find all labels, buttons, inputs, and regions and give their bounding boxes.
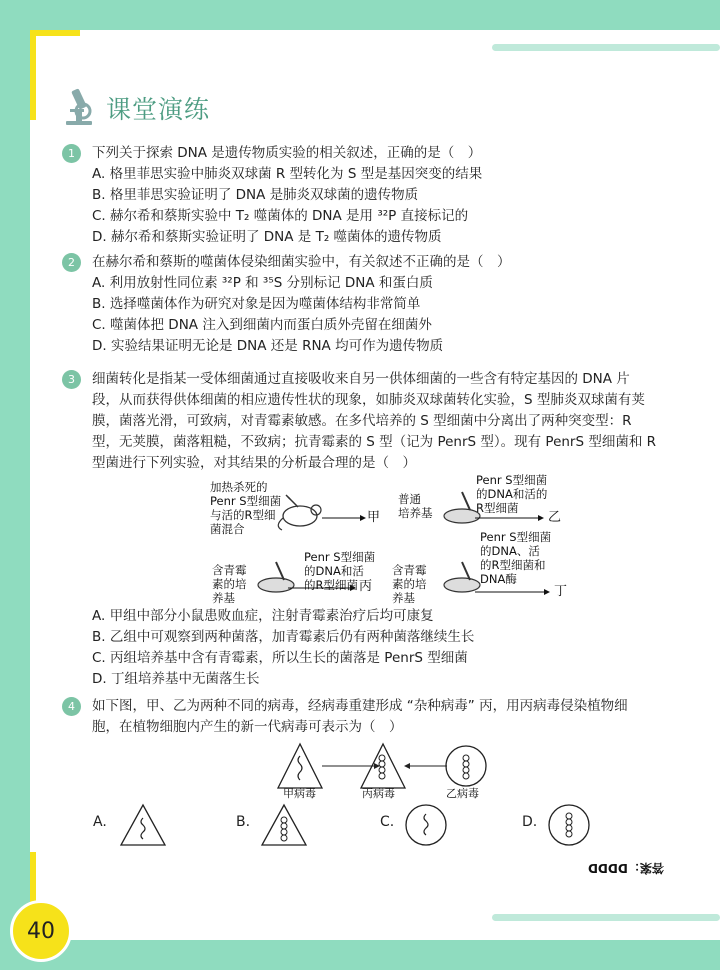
stem-line: 型，无荚膜，菌落粗糙，不致病；抗青霉素的 S 型（记为 PenrS 型）。现有 PenrS 型细菌和 R xyxy=(92,434,657,450)
plate1-label: 普通 培养基 xyxy=(398,492,433,520)
header-rule xyxy=(492,44,720,51)
virus-label-bing: 丙病毒 xyxy=(362,787,395,800)
option-c: C. 噬菌体把 DNA 注入到细菌内而蛋白质外壳留在细菌外 xyxy=(92,317,432,333)
option-d-figure xyxy=(546,802,592,848)
stem-line: 胞，在植物细胞内产生的新一代病毒可表示为（ ） xyxy=(92,719,403,735)
experiment-diagram xyxy=(200,470,580,610)
result-ding: 丁 xyxy=(554,584,568,599)
corner-decoration-left xyxy=(30,30,36,120)
question-stem: 下列关于探索 DNA 是遗传物质实验的相关叙述，正确的是（ ） xyxy=(92,145,482,161)
option-c: C. 丙组培养基中含有青霉素，所以生长的菌落是 PenrS 型细菌 xyxy=(92,650,468,666)
section-header xyxy=(62,86,210,130)
arrow1-label: Penr S型细菌 的DNA和活的 R型细菌 xyxy=(476,473,548,515)
stem-line: 如下图，甲、乙为两种不同的病毒，经病毒重建形成 “杂种病毒” 丙，用丙病毒侵染植物细 xyxy=(92,698,628,714)
option-d-label: D. xyxy=(522,814,538,830)
stem-line: 膜，菌落光滑，可致病，对青霉素敏感。在多代培养的 S 型细菌中分离出了两种突变型：R xyxy=(92,413,632,429)
question-number: 4 xyxy=(62,697,81,716)
page-number: 40 xyxy=(10,900,72,962)
question-number: 3 xyxy=(62,370,81,389)
option-b-label: B. xyxy=(236,814,251,830)
answer-key: 答案：DDDD xyxy=(588,861,664,875)
result-yi: 乙 xyxy=(548,510,562,525)
arrow2-label: Penr S型细菌 的DNA和活 的R型细菌 xyxy=(304,550,376,592)
question-number: 2 xyxy=(62,253,81,272)
stem-line: 段，从而获得供体细菌的相应遗传性状的现象，如肺炎双球菌转化实验，S 型肺炎双球菌有荚 xyxy=(92,392,645,408)
microscope-icon xyxy=(62,86,96,130)
question-3 xyxy=(66,369,686,474)
question-number: 1 xyxy=(62,144,81,163)
stem-line: 型菌进行下列实验，对其结果的分析最合理的是（ ） xyxy=(92,455,416,471)
option-c: C. 赫尔希和蔡斯实验中 T₂ 噬菌体的 DNA 是用 ³²P 直接标记的 xyxy=(92,208,469,224)
arrow3-label: Penr S型细菌 的DNA、活 的R型细菌和 DNA酶 xyxy=(480,530,552,586)
option-b: B. 格里菲思实验证明了 DNA 是肺炎双球菌的遗传物质 xyxy=(92,187,419,203)
option-b: B. 选择噬菌体作为研究对象是因为噬菌体结构非常简单 xyxy=(92,296,421,312)
section-title: 课堂演练 xyxy=(106,95,211,124)
result-jia: 甲 xyxy=(367,510,381,525)
option-a-label: A. xyxy=(93,814,107,830)
option-a: A. 甲组中部分小鼠患败血症，注射青霉素治疗后均可康复 xyxy=(92,608,434,624)
option-c-label: C. xyxy=(380,814,395,830)
plate3-label: 含青霉 素的培 养基 xyxy=(392,563,427,605)
option-d: D. 实验结果证明无论是 DNA 还是 RNA 均可作为遗传物质 xyxy=(92,338,444,354)
option-d: D. 丁组培养基中无菌落生长 xyxy=(92,671,260,687)
option-b-figure xyxy=(259,802,309,848)
virus-label-jia: 甲病毒 xyxy=(283,787,316,800)
footer-rule xyxy=(492,914,720,921)
option-a: A. 利用放射性同位素 ³²P 和 ³⁵S 分别标记 DNA 和蛋白质 xyxy=(92,275,433,291)
option-a: A. 格里菲思实验中肺炎双球菌 R 型转化为 S 型是基因突变的结果 xyxy=(92,166,483,182)
result-bing: 丙 xyxy=(359,579,373,594)
question-4 xyxy=(66,696,686,738)
plate2-label: 含青霉 素的培 养基 xyxy=(212,563,247,605)
question-3-options xyxy=(66,606,686,690)
option-b: B. 乙组中可观察到两种菌落，加青霉素后仍有两种菌落继续生长 xyxy=(92,629,475,645)
question-1 xyxy=(66,143,686,248)
mouse-icon xyxy=(278,495,321,530)
question-stem: 在赫尔希和蔡斯的噬菌体侵染细菌实验中，有关叙述不正确的是（ ） xyxy=(92,254,511,270)
question-2 xyxy=(66,252,686,357)
stem-line: 细菌转化是指某一受体细菌通过直接吸收来自另一供体细菌的一些含有特定基因的 DNA 片 xyxy=(92,371,630,387)
culture-plate-1 xyxy=(444,492,480,523)
option-a-figure xyxy=(118,802,168,848)
option-c-figure xyxy=(403,802,449,848)
option-d: D. 赫尔希和蔡斯实验证明了 DNA 是 T₂ 噬菌体的遗传物质 xyxy=(92,229,442,245)
mouse-label: 加热杀死的 Penr S型细菌 与活的R型细 菌混合 xyxy=(210,480,282,536)
virus-label-yi: 乙病毒 xyxy=(446,787,479,800)
culture-plate-3 xyxy=(444,562,480,592)
corner-decoration-top xyxy=(30,30,80,36)
